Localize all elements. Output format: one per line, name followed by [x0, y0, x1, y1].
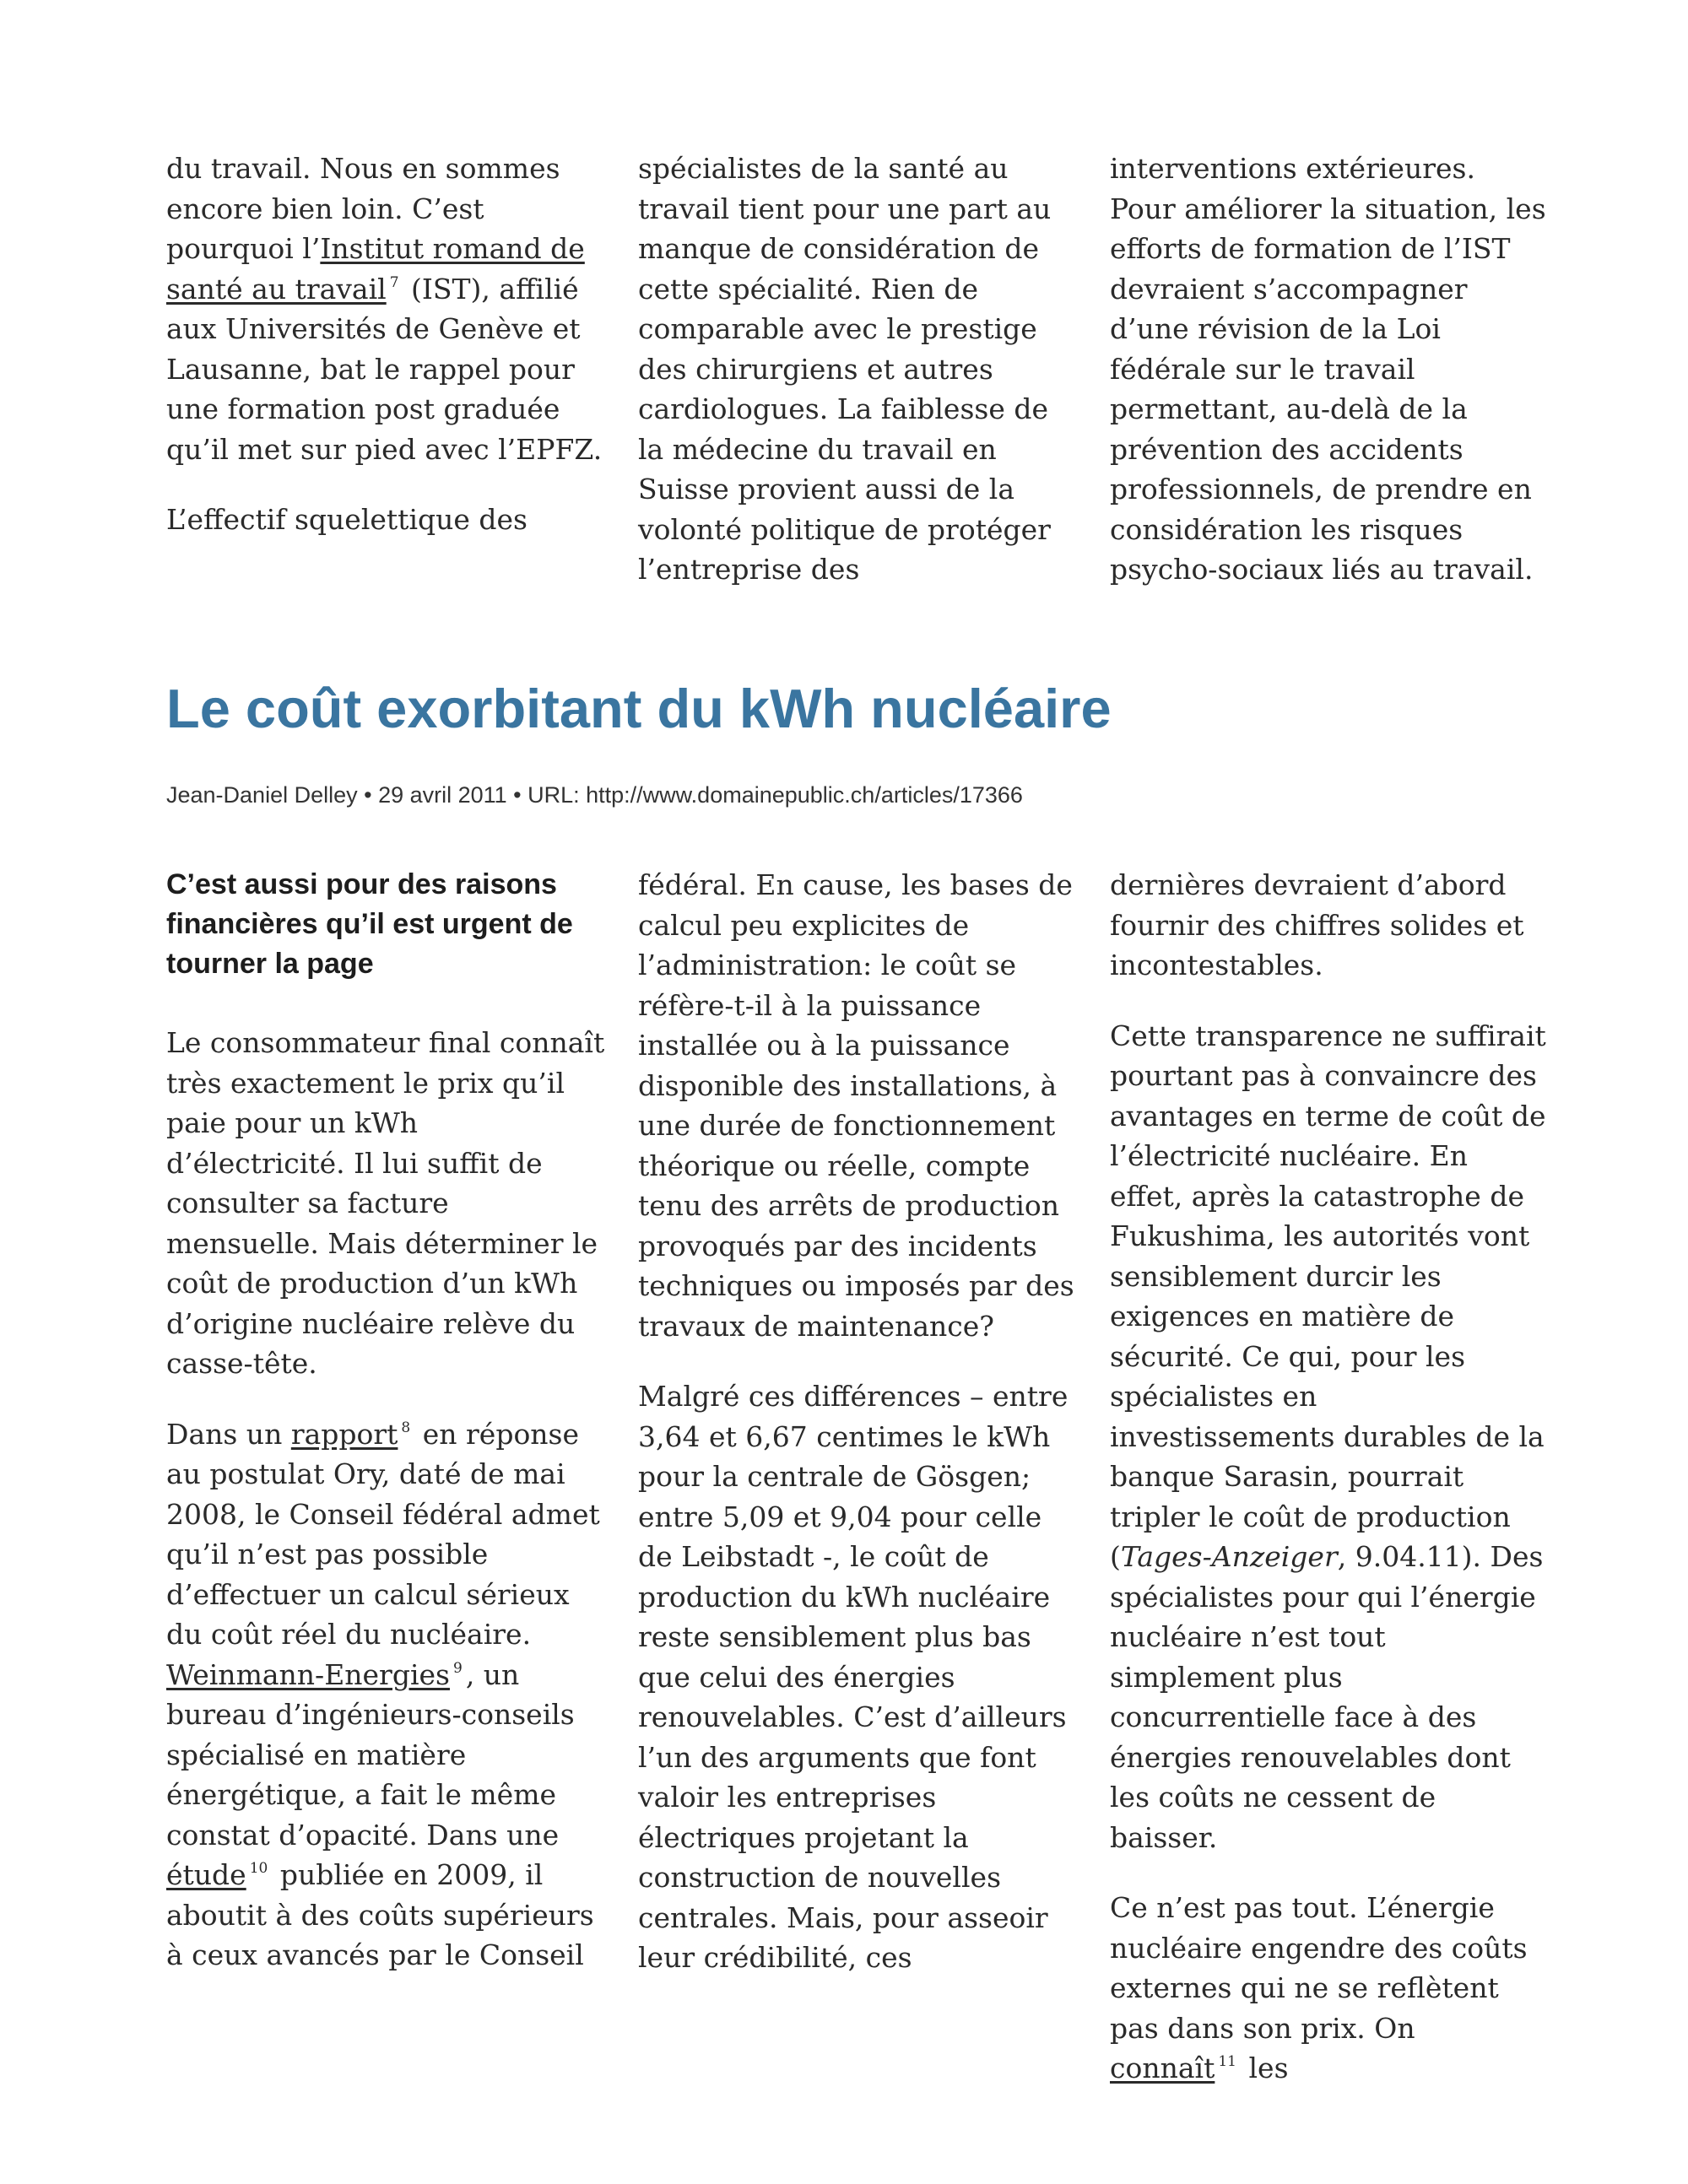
article-paragraph: fédéral. En cause, les bases de calcul peu explicites de l’administration: le coût se réfère-t-il à la puissance installée ou à la puissance disponible des installations, à une durée de fonctionnement théorique ou réelle, compte tenu des arrêts de production provoqués par des incidents techniques ou imposés par des travaux de maintenance?: [638, 868, 1074, 1343]
text-span: publiée en 2009, il aboutit à des coûts supérieurs à ceux avancés par le Conseil: [166, 1858, 594, 1971]
article-column-1: [166, 865, 605, 1976]
text-span: en réponse au postulat Ory, daté de mai 2008, le Conseil fédéral admet qu’il n’est pas possible d’effectuer un calcul sérieux du coût réel du nucléaire.: [166, 1417, 600, 1651]
article-paragraph: [166, 1414, 605, 1976]
article-paragraph: [1110, 1888, 1549, 2089]
connait-link[interactable]: connaît: [1110, 2052, 1215, 2084]
etude-link[interactable]: étude: [166, 1858, 246, 1891]
article-column-3: [1110, 865, 1549, 2089]
text-span: du travail. Nous en sommes encore bien loin. C’est pourquoi l’: [166, 152, 560, 265]
footnote-marker: 8: [401, 1419, 411, 1436]
article-byline: Jean-Daniel Delley • 29 avril 2011 • URL: http://www.domainepublic.ch/articles/17366: [166, 782, 1023, 808]
text-span: Dans un: [166, 1417, 291, 1451]
prev-article-column-2: [638, 149, 1077, 590]
text-span: (IST), affilié aux Universités de Genève et Lausanne, bat le rappel pour une formation post graduée qu’il met sur pied avec l’EPFZ.: [166, 272, 603, 466]
text-span: , 9.04.11). Des spécialistes pour qui l’énergie nucléaire n’est tout simplement plus concurrentielle face à des énergies renouvelables dont les coûts ne cessent de baisser.: [1110, 1540, 1544, 1854]
article-paragraph: [1110, 1016, 1549, 1858]
prev-article-column-3: [1110, 149, 1549, 590]
footnote-marker: 11: [1218, 2053, 1236, 2070]
footnote-marker: 7: [389, 273, 399, 291]
text-span: Ce n’est pas tout. L’énergie nucléaire engendre des coûts externes qui ne se reflètent pas dans son prix. On: [1110, 1891, 1528, 2045]
article-column-2: [638, 865, 1077, 1978]
article-title: Le coût exorbitant du kWh nucléaire: [166, 678, 1112, 739]
article-paragraph: Malgré ces différences – entre 3,64 et 6,67 centimes le kWh pour la centrale de Gösgen; entre 5,09 et 9,04 pour celle de Leibstadt -, le coût de production du kWh nucléaire reste sensiblement plus bas que celui des énergies renouvelables. C’est d’ailleurs l’un des arguments que font valoir les entreprises électriques projetant la construction de nouvelles centrales. Mais, pour asseoir leur crédibilité, ces: [638, 1380, 1069, 1974]
text-span: les: [1240, 2052, 1289, 2084]
article-paragraph: dernières devraient d’abord fournir des chiffres solides et incontestables.: [1110, 868, 1524, 981]
prev-paragraph: interventions extérieures. Pour améliorer la situation, les efforts de formation de l’IST devraient s’accompagner d’une révision de la Loi fédérale sur le travail permettant, au-delà de la prévention des accidents professionnels, de prendre en considération les risques psycho-sociaux liés au travail.: [1110, 152, 1546, 586]
article-paragraph: Le consommateur final connaît très exactement le prix qu’il paie pour un kWh d’électricité. Il lui suffit de consulter sa facture mensuelle. Mais déterminer le coût de production d’un kWh d’origine nucléaire relève du casse-tête.: [166, 1026, 605, 1380]
prev-paragraph: spécialistes de la santé au travail tient pour une part au manque de considération de cette spécialité. Rien de comparable avec le prestige des chirurgiens et autres cardiologues. La faiblesse de la médecine du travail en Suisse provient aussi de la volonté politique de protéger l’entreprise des: [638, 152, 1052, 586]
footnote-marker: 9: [452, 1659, 463, 1677]
weinmann-energies-link[interactable]: Weinmann-Energies: [166, 1657, 450, 1691]
article-lead: C’est aussi pour des raisons financières qu’il est urgent de tourner la page: [166, 868, 573, 980]
rapport-link[interactable]: rapport: [290, 1417, 398, 1451]
prev-paragraph: [166, 149, 605, 469]
prev-article-column-1: [166, 149, 605, 540]
prev-paragraph: L’effectif squelettique des: [166, 503, 528, 536]
newspaper-name: Tages-Anzeiger: [1120, 1540, 1338, 1573]
text-span: , un bureau d’ingénieurs-conseils spécialisé en matière énergétique, a fait le même constat d’opacité. Dans une: [166, 1657, 575, 1852]
text-span: Cette transparence ne suffirait pourtant pas à convaincre des avantages en terme de coût de l’électricité nucléaire. En effet, après la catastrophe de Fukushima, les autorités vont sensiblement durcir les exigences en matière de sécurité. Ce qui, pour les spécialistes en investissements durables de la banque Sarasin, pourrait tripler le coût de production (: [1110, 1019, 1546, 1573]
institut-romand-link[interactable]: Institut romand de santé au travail: [166, 232, 585, 305]
footnote-marker: 10: [249, 1860, 268, 1877]
